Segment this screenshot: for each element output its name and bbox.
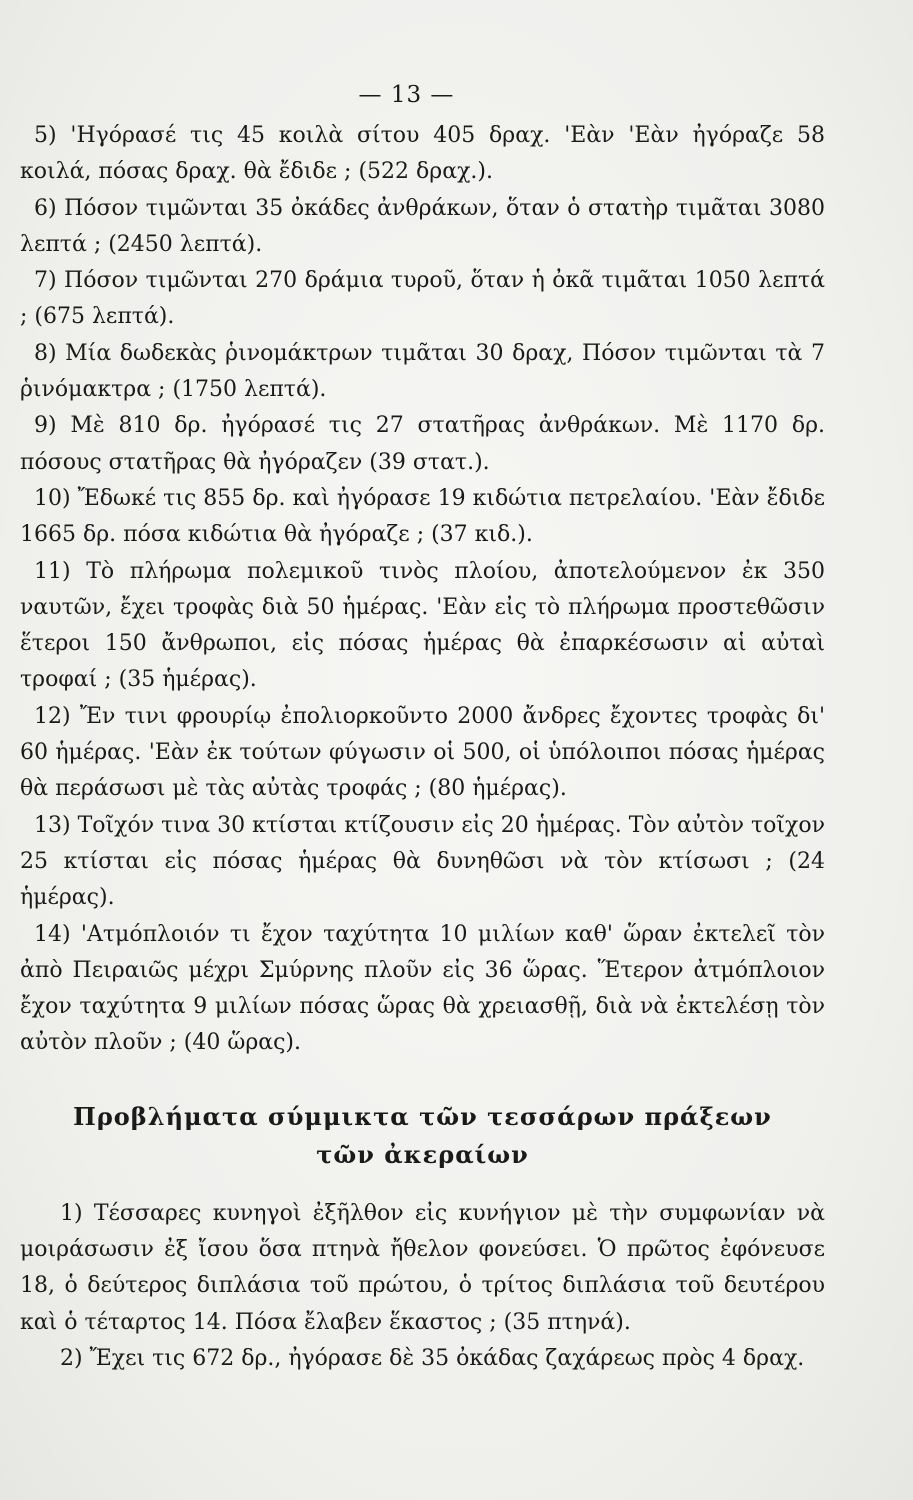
problem-paragraph: 12) Ἔν τινι φρουρίῳ ἐπολιορκοῦντο 2000 ἄνδρες ἔχοντες τροφὰς δι' 60 ἡμέρας. 'Εὰν ἐκ τούτων φύγωσιν οἱ 500, οἱ ὑπόλοιποι πόσας ἡμέρας θὰ περάσωσι μὲ τὰς αὐτὰς τροφάς ; (80 ἡμέρας). bbox=[20, 703, 825, 802]
section-heading bbox=[20, 1098, 825, 1174]
problem-paragraph: 14) 'Ατμόπλοιόν τι ἔχον ταχύτητα 10 μιλίων καθ' ὥραν ἐκτελεῖ τὸν ἀπὸ Πειραιῶς μέχρι Σμύρνης πλοῦν εἰς 36 ὥρας. Ἕτερον ἀτμόπλοιον ἔχον ταχύτητα 9 μιλίων πόσας ὥρας θὰ χρειασθῇ, διὰ νὰ ἐκτελέσῃ τὸν αὐτὸν πλοῦν ; (40 ὥρας). bbox=[20, 921, 825, 1056]
problem-paragraph: 13) Τοῖχόν τινα 30 κτίσται κτίζουσιν εἰς 20 ἡμέρας. Τὸν αὐτὸν τοῖχον 25 κτίσται εἰς πόσας ἡμέρας θὰ δυνηθῶσι νὰ τὸν κτίσωσι ; (24 ἡμέρας). bbox=[20, 812, 825, 911]
problem-paragraph: 9) Μὲ 810 δρ. ἠγόρασέ τις 27 στατῆρας ἀνθράκων. Μὲ 1170 δρ. πόσους στατῆρας θὰ ἠγόραζεν (39 στατ.). bbox=[20, 413, 825, 475]
problem-paragraph: 11) Τὸ πλήρωμα πολεμικοῦ τινὸς πλοίου, ἀποτελούμενον ἐκ 350 ναυτῶν, ἔχει τροφὰς διὰ 50 ἡμέρας. 'Εὰν εἰς τὸ πλήρωμα προστεθῶσιν ἕτεροι 150 ἄνθρωποι, εἰς πόσας ἡμέρας θὰ ἐπαρκέσωσιν αἱ αὐταὶ τροφαί ; (35 ἡμέρας). bbox=[20, 558, 825, 693]
problem-list-part2 bbox=[20, 1196, 825, 1377]
problem-paragraph: 5) 'Ηγόρασέ τις 45 κοιλὰ σίτου 405 δραχ. 'Εὰν 'Εὰν ἠγόραζε 58 κοιλά, πόσας δραχ. θὰ ἔδιδε ; (522 δραχ.). bbox=[20, 123, 825, 185]
problem-paragraph: 10) Ἔδωκέ τις 855 δρ. καὶ ἠγόρασε 19 κιδώτια πετρελαίου. 'Εὰν ἔδιδε 1665 δρ. πόσα κιδώτια θὰ ἠγόραζε ; (37 κιδ.). bbox=[20, 485, 825, 548]
section-heading-line1: Προβλήματα σύμμικτα τῶν τεσσάρων πράξεων bbox=[73, 1101, 772, 1131]
problem-paragraph: 2) Ἔχει τις 672 δρ., ἠγόρασε δὲ 35 ὀκάδας ζαχάρεως πρὸς 4 δραχ. bbox=[60, 1345, 805, 1371]
problem-paragraph: 8) Μία δωδεκὰς ῥινομάκτρων τιμᾶται 30 δραχ, Πόσον τιμῶνται τὰ 7 ῥινόμακτρα ; (1750 λεπτά). bbox=[20, 340, 825, 403]
page-body bbox=[20, 118, 825, 1377]
section-heading-line2: τῶν ἀκεραίων bbox=[316, 1139, 529, 1169]
problem-paragraph: 6) Πόσον τιμῶνται 35 ὀκάδες ἀνθράκων, ὅταν ὁ στατὴρ τιμᾶται 3080 λεπτά ; (2450 λεπτά). bbox=[20, 195, 825, 257]
problem-list-part1 bbox=[20, 118, 825, 1062]
page-number: — 13 — bbox=[358, 82, 455, 108]
problem-paragraph: 7) Πόσον τιμῶνται 270 δράμια τυροῦ, ὅταν ἡ ὀκᾶ τιμᾶται 1050 λεπτά ; (675 λεπτά). bbox=[20, 268, 825, 330]
problem-paragraph: 1) Τέσσαρες κυνηγοὶ ἐξῆλθον εἰς κυνήγιον μὲ τὴν συμφωνίαν νὰ μοιράσωσιν ἐξ ἴσου ὅσα πτηνὰ ἤθελον φονεύσει. Ὁ πρῶτος ἐφόνευσε 18, ὁ δεύτερος διπλάσια τοῦ πρώτου, ὁ τρίτος διπλάσια τοῦ δευτέρου καὶ ὁ τέταρτος 14. Πόσα ἔλαβεν ἕκαστος ; (35 πτηνά). bbox=[20, 1200, 825, 1335]
